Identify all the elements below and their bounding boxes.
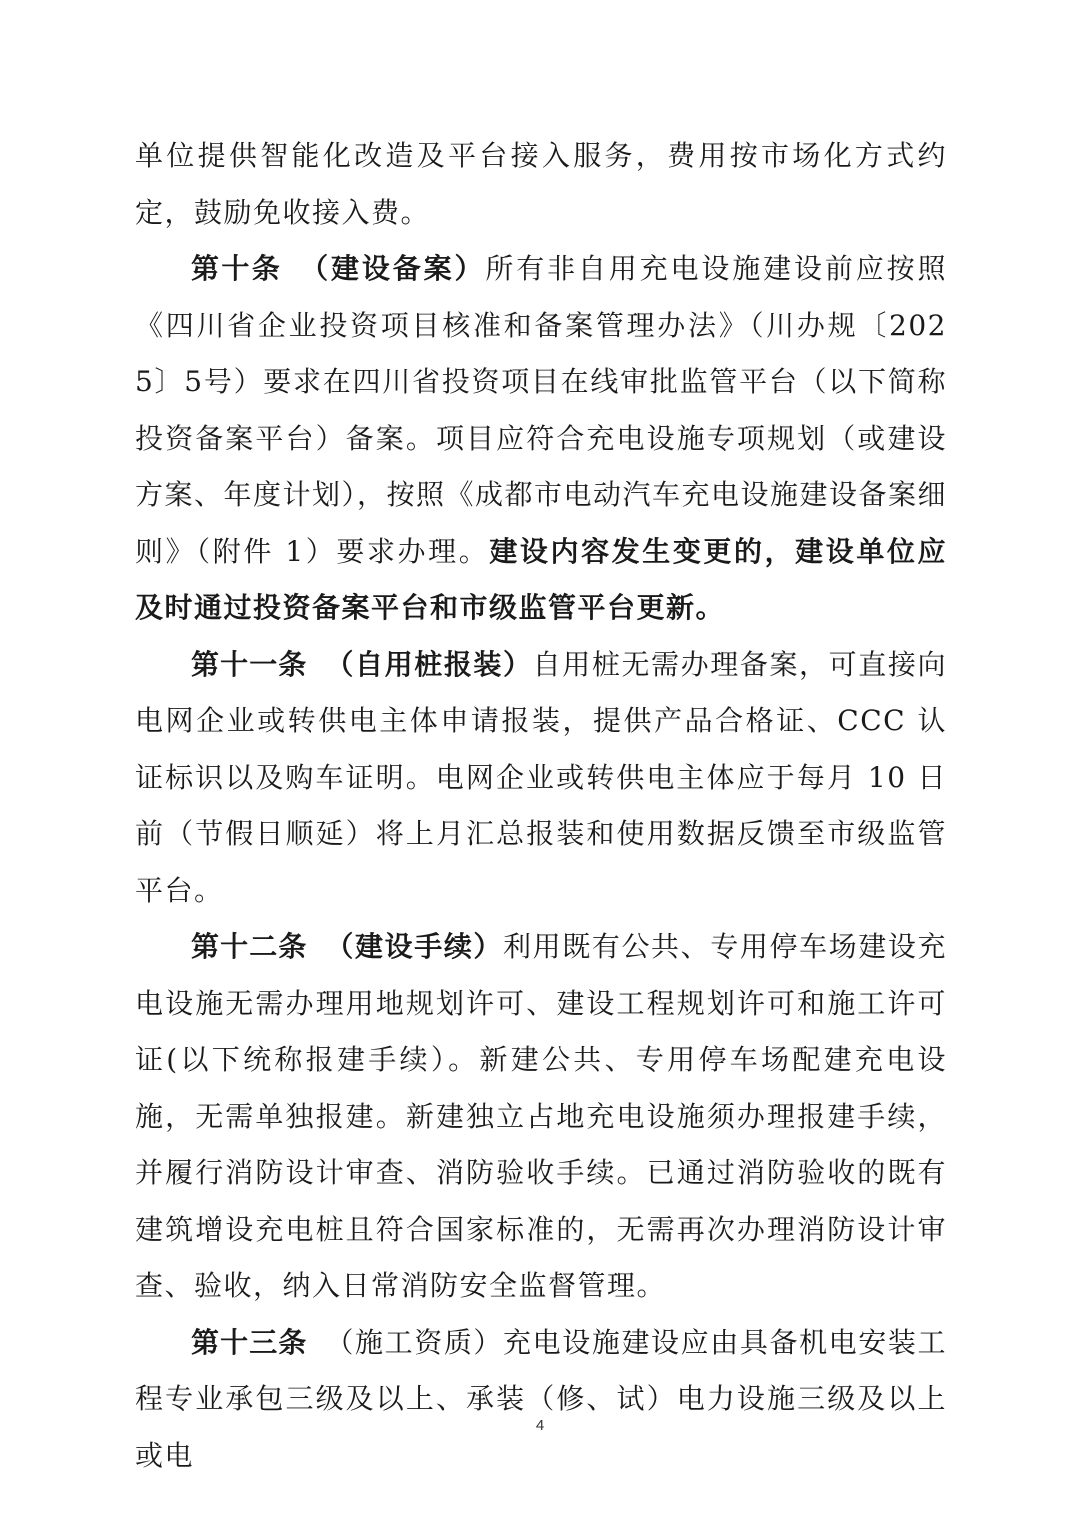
- article-heading: （建设备案）: [300, 252, 486, 285]
- article-12: [135, 919, 947, 1315]
- article-heading: （建设手续）: [325, 930, 504, 963]
- article-body: 所有非自用充电设施建设前应按照《四川省企业投资项目核准和备案管理办法》（川办规〔2025〕5号）要求在四川省投资项目在线审批监管平台（以下简称投资备案平台）备案。项目应符合充电设施专项规划（或建设方案、年度计划），按照《成都市电动汽车充电设施建设备案细则》（附件 1）要求办理。: [135, 252, 948, 568]
- article-number: 第十条: [191, 252, 283, 285]
- article-number: 第十三条: [191, 1325, 308, 1359]
- article-number: 第十一条: [191, 647, 308, 681]
- article-body: 自用桩无需办理备案，可直接向电网企业或转供电主体申请报装，提供产品合格证、CCC 认证标识以及购车证明。电网企业或转供电主体应于每月 10 日前（节假日顺延）将上月汇总报装和使用数据反馈至市级监管平台。: [135, 647, 947, 907]
- article-10: [135, 241, 947, 637]
- article-heading: （自用桩报装）: [325, 647, 533, 681]
- article-11: [135, 637, 947, 920]
- article-number: 第十二条: [191, 930, 308, 963]
- article-13: [135, 1315, 947, 1485]
- article-body: 充电设施建设应由具备机电安装工程专业承包三级及以上、承装（修、试）电力设施三级及以上或电: [135, 1325, 947, 1472]
- article-body-bold: 建设内容发生变更的，建设单位应及时通过投资备案平台和市级监管平台更新。: [135, 534, 947, 624]
- continuation-paragraph: 单位提供智能化改造及平台接入服务，费用按市场化方式约定，鼓励免收接入费。: [135, 139, 947, 229]
- article-body: 利用既有公共、专用停车场建设充电设施无需办理用地规划许可、建设工程规划许可和施工许可证(以下统称报建手续）。新建公共、专用停车场配建充电设施，无需单独报建。新建独立占地充电设施须办理报建手续，并履行消防设计审查、消防验收手续。已通过消防验收的既有建筑增设充电桩且符合国家标准的，无需再次办理消防设计审查、验收，纳入日常消防安全监督管理。: [135, 930, 947, 1302]
- article-heading: （施工资质）: [325, 1325, 504, 1359]
- page-number: 4: [535, 1417, 545, 1434]
- document-page: [135, 128, 947, 1484]
